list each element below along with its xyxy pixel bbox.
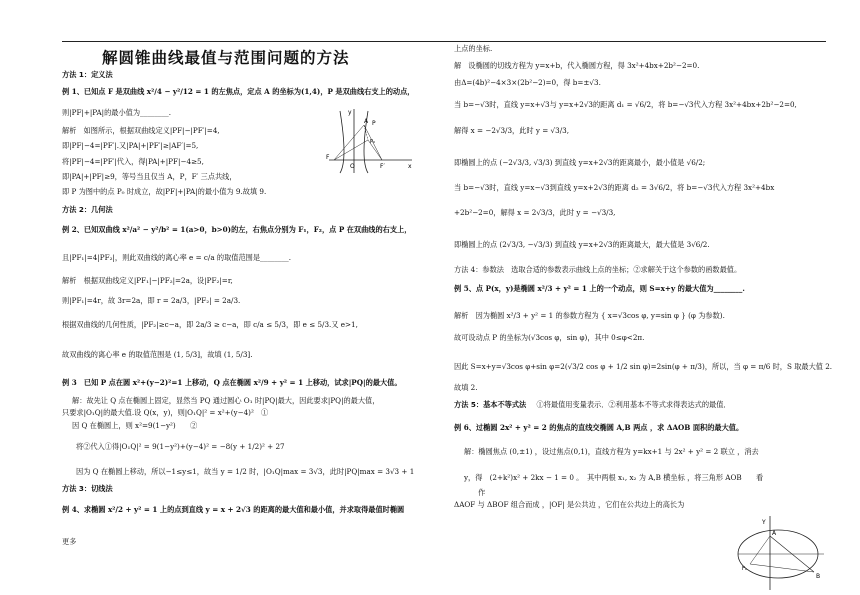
example3-solution-3: 因 Q 在椭圆上，则 x²=9(1−y²) ② [72,421,198,430]
example3-solution-1: 解：故先让 Q 点在椭圆上固定，显然当 PQ 通过圆心 O₁ 时|PQ|最大，因此要求|PQ|的最大值， [72,396,380,405]
example1-solution-5: 即 P 为图中的点 P₀ 时成立，故|PF|+|PA|的最小值为 9.故填 9. [62,187,267,196]
example2-question-cont: 且|PF₁|=4|PF₂|，则此双曲线的离心率 e = c/a 的取值范围是________. [62,253,292,262]
method5-description: ①将最值用变量表示．②利用基本不等式求得表达式的最值． [536,400,731,409]
example6-solution-3: 作 [478,488,486,497]
example6-question: 例 6、过椭圆 2x² + y² = 2 的焦点的直线交椭圆 A,B 两点 ，求 ΔAOB 面积的最大值。 [454,423,744,432]
example5-solution-4: 故填 2. [454,383,478,392]
method5-heading: 方法 5：基本不等式法 [454,400,527,409]
figure-label-p0: P₀ [370,139,376,145]
method4-heading: 方法 4：参数法 选取合适的参数表示曲线上点的坐标；②求解关于这个参数的函数最值。 [454,265,742,274]
example1-question-cont: 则|PF|+|PA|的最小值为________. [62,108,172,117]
example2-solution-4: 故双曲线的离心率 e 的取值范围是 (1, 5/3]，故填 (1, 5/3]. [62,350,253,359]
example5-solution-1: 解析 因为椭圆 x²/3 + y² = 1 的参数方程为 { x=√3cos φ, y=sin φ } (φ 为参数). [454,311,725,320]
solution4-line-5: 解得 x = −2√3/3，此时 y = √3/3, [454,126,569,135]
example1-solution-1: 解析 如图所示，根据双曲线定义|PF|−|PF′|=4, [62,126,220,135]
example6-solution-4: ΔAOF 与 ΔBOF 组合而成 ，|OF| 是公共边 ，它们在公共边上的高长为 [454,500,685,509]
method2-heading: 方法 2：几何法 [62,205,113,214]
method3-heading: 方法 3：切线法 [62,484,113,493]
example3-question: 例 3 已知 P 点在圆 x²+(y−2)²=1 上移动，Q 点在椭圆 x²/9 + y² = 1 上移动，试求|PQ|的最大值。 [62,378,402,387]
example6-solution-2: y，得 (2+k²)x² + 2kx − 1 = 0 。 其中两根 x₁, x₂ 为 A,B 横坐标 ，将三角形 AOB 看 [464,473,764,482]
example1-solution-2: 即|PF|−4=|PF′|.又|PA|+|PF′|≥|AF′|=5, [62,141,199,150]
ellipse-label-f1: F₁ [742,566,747,572]
more-label: 更多 [62,537,77,546]
example5-question: 例 5、点 P(x，y)是椭圆 x²/3 + y² = 1 上的一个动点，则 S=x+y 的最大值为________. [454,284,745,293]
example1-solution-3: 将|PF|−4=|PF′|代入，得|PA|+|PF|−4≥5, [62,157,204,166]
hyperbola-figure [324,105,414,175]
solution4-line-6: 即椭圆上的点 (−2√3/3, √3/3) 到直线 y=x+2√3的距离最小，最小值是 √6/2; [454,158,706,167]
header-rule [62,41,826,42]
solution4-line-1: 上点的坐标. [454,44,493,53]
example2-solution-1: 解析 根据双曲线定义|PF₁|−|PF₂|=2a，设|PF₂|=r, [62,276,233,285]
figure-label-f-prime: F′ [380,163,385,170]
figure-label-y: y [348,109,352,116]
example4-question: 例 4、求椭圆 x²/2 + y² = 1 上的点到直线 y = x + 2√3 的距离的最大值和最小值，并求取得最值时椭圆 [62,505,405,514]
figure-label-f: F [326,154,330,161]
example3-solution-5: 因为 Q 在椭圆上移动，所以−1≤y≤1，故当 y = 1/2 时，|O₁Q|max = 3√3，此时|PQ|max = 3√3 + 1 [76,467,415,476]
example2-solution-2: 则|PF₁|=4r，故 3r=2a，即 r = 2a/3，|PF₂| = 2a/3. [62,296,241,305]
ellipse-figure [736,514,826,592]
example3-solution-2: 只要求|O₁Q|的最大值.设 Q(x，y)，则|O₁Q|² = x²+(y−4)² ① [62,408,269,417]
example5-solution-3: 因此 S=x+y=√3cos φ+sin φ=2(√3/2 cos φ + 1/2 sin φ)=2sin(φ + π/3)，所以，当 φ = π/6 时，S 取最大值 2. [454,362,833,371]
method5-heading-row [454,400,731,409]
ellipse-label-b: B [816,573,821,580]
example2-question: 例 2、已知双曲线 x²/a² − y²/b² = 1(a>0，b>0)的左，右焦点分别为 F₁，F₂，点 P 在双曲线的右支上， [62,225,412,234]
example1-solution-4: 即|PA|+|PF|≥9，等号当且仅当 A，P，F′ 三点共线， [62,172,237,181]
page-title: 解圆锥曲线最值与范围问题的方法 [102,49,350,67]
example1-question: 例 1、已知点 F 是双曲线 x²/4 − y²/12 = 1 的左焦点，定点 A 的坐标为(1,4)，P 是双曲线右支上的动点， [62,87,415,96]
solution4-line-9: 即椭圆上的点 (2√3/3, −√3/3) 到直线 y=x+2√3的距离最大，最大值是 3√6/2. [454,240,710,249]
solution4-line-3: 由Δ=(4b)²−4×3×(2b²−2)=0，得 b=±√3. [454,78,601,87]
figure-label-p: P [372,120,376,127]
solution4-line-2: 解 设椭圆的切线方程为 y=x+b，代入椭圆方程，得 3x²+4bx+2b²−2=0. [454,61,700,70]
figure-label-o: O [350,163,355,170]
solution4-line-4: 当 b=−√3时，直线 y=x+√3与 y=x+2√3的距离 d₁ = √6/2，将 b=−√3代入方程 3x²+4bx+2b²−2=0, [454,100,797,109]
example3-solution-4: 将②代入①得|O₁Q|² = 9(1−y²)+(y−4)² = −8(y + 1/2)² + 27 [76,442,285,451]
example2-solution-3: 根据双曲线的几何性质，|PF₂|≥c−a，即 2a/3 ≥ c−a，即 c/a ≤ 5/3，即 e ≤ 5/3.又 e>1, [62,320,358,329]
figure-label-a: A [364,118,369,125]
solution4-line-8: +2b²−2=0，解得 x = 2√3/3，此时 y = −√3/3, [454,208,616,217]
solution4-line-7: 当 b=−√3时，直线 y=x−√3到直线 y=x+2√3的距离 d₂ = 3√6/2，将 b=−√3代入方程 3x²+4bx [454,183,775,192]
ellipse-label-y: Y [762,519,766,526]
method1-heading: 方法 1：定义法 [62,70,113,79]
example5-solution-2: 故可设动点 P 的坐标为(√3cos φ，sin φ)，其中 0≤φ<2π. [454,333,645,342]
ellipse-label-a: A [772,530,777,537]
figure-label-x: x [408,163,412,170]
example6-solution-1: 解：椭圆焦点 (0,±1) ，设过焦点(0,1)，直线方程为 y=kx+1 与 2x² + y² = 2 联立 ，消去 [464,447,759,456]
